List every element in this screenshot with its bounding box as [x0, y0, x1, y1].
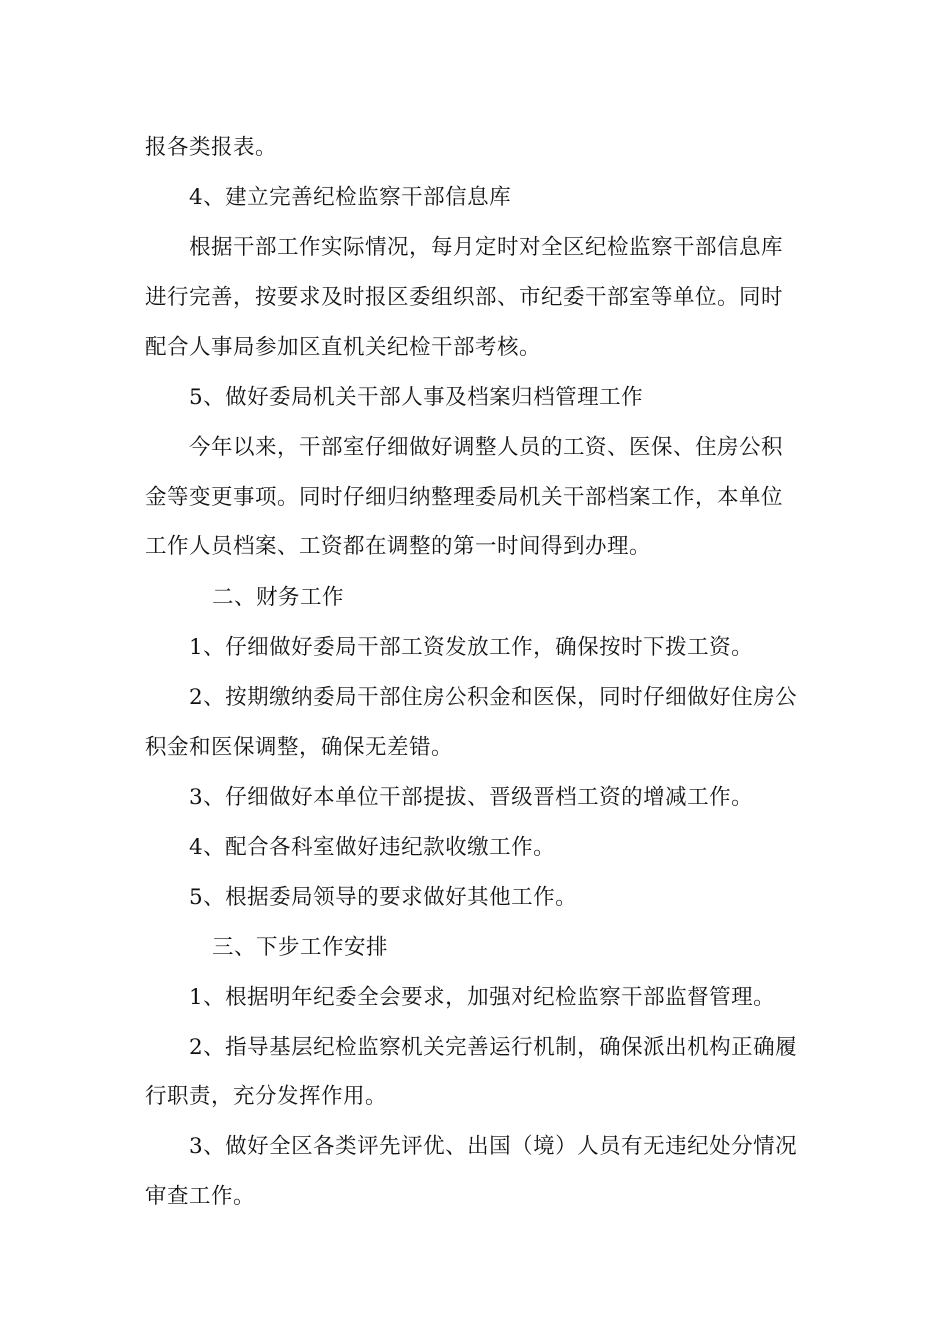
list-item: 2、按期缴纳委局干部住房公积金和医保，同时仔细做好住房公: [189, 685, 798, 710]
list-item: 4、配合各科室做好违纪款收缴工作。: [189, 835, 556, 860]
section-heading: 5、做好委局机关干部人事及档案归档管理工作: [189, 385, 644, 410]
text-line: 审查工作。: [145, 1184, 256, 1209]
list-item: 2、指导基层纪检监察机关完善运行机制，确保派出机构正确履: [189, 1035, 798, 1060]
list-item: 3、仔细做好本单位干部提拔、晋级晋档工资的增减工作。: [189, 785, 754, 810]
chapter-heading: 三、下步工作安排: [212, 935, 389, 960]
list-item: 3、做好全区各类评先评优、出国（境）人员有无违纪处分情况: [189, 1134, 798, 1159]
text-line: 工作人员档案、工资都在调整的第一时间得到办理。: [145, 534, 652, 559]
text-line: 积金和医保调整，确保无差错。: [145, 735, 454, 760]
list-item: 5、根据委局领导的要求做好其他工作。: [189, 885, 578, 910]
text-line: 行职责，充分发挥作用。: [145, 1084, 388, 1109]
text-line: 今年以来，干部室仔细做好调整人员的工资、医保、住房公积: [189, 435, 784, 460]
list-item: 1、仔细做好委局干部工资发放工作，确保按时下拨工资。: [189, 635, 754, 660]
text-line: 进行完善，按要求及时报区委组织部、市纪委干部室等单位。同时: [145, 285, 784, 310]
chapter-heading: 二、财务工作: [212, 585, 345, 610]
text-line: 根据干部工作实际情况，每月定时对全区纪检监察干部信息库: [189, 235, 784, 260]
text-line: 配合人事局参加区直机关纪检干部考核。: [145, 335, 542, 360]
section-heading: 4、建立完善纪检监察干部信息库: [189, 185, 512, 210]
list-item: 1、根据明年纪委全会要求，加强对纪检监察干部监督管理。: [189, 985, 776, 1010]
text-line: 报各类报表。: [145, 135, 278, 160]
text-line: 金等变更事项。同时仔细归纳整理委局机关干部档案工作，本单位: [145, 485, 784, 510]
